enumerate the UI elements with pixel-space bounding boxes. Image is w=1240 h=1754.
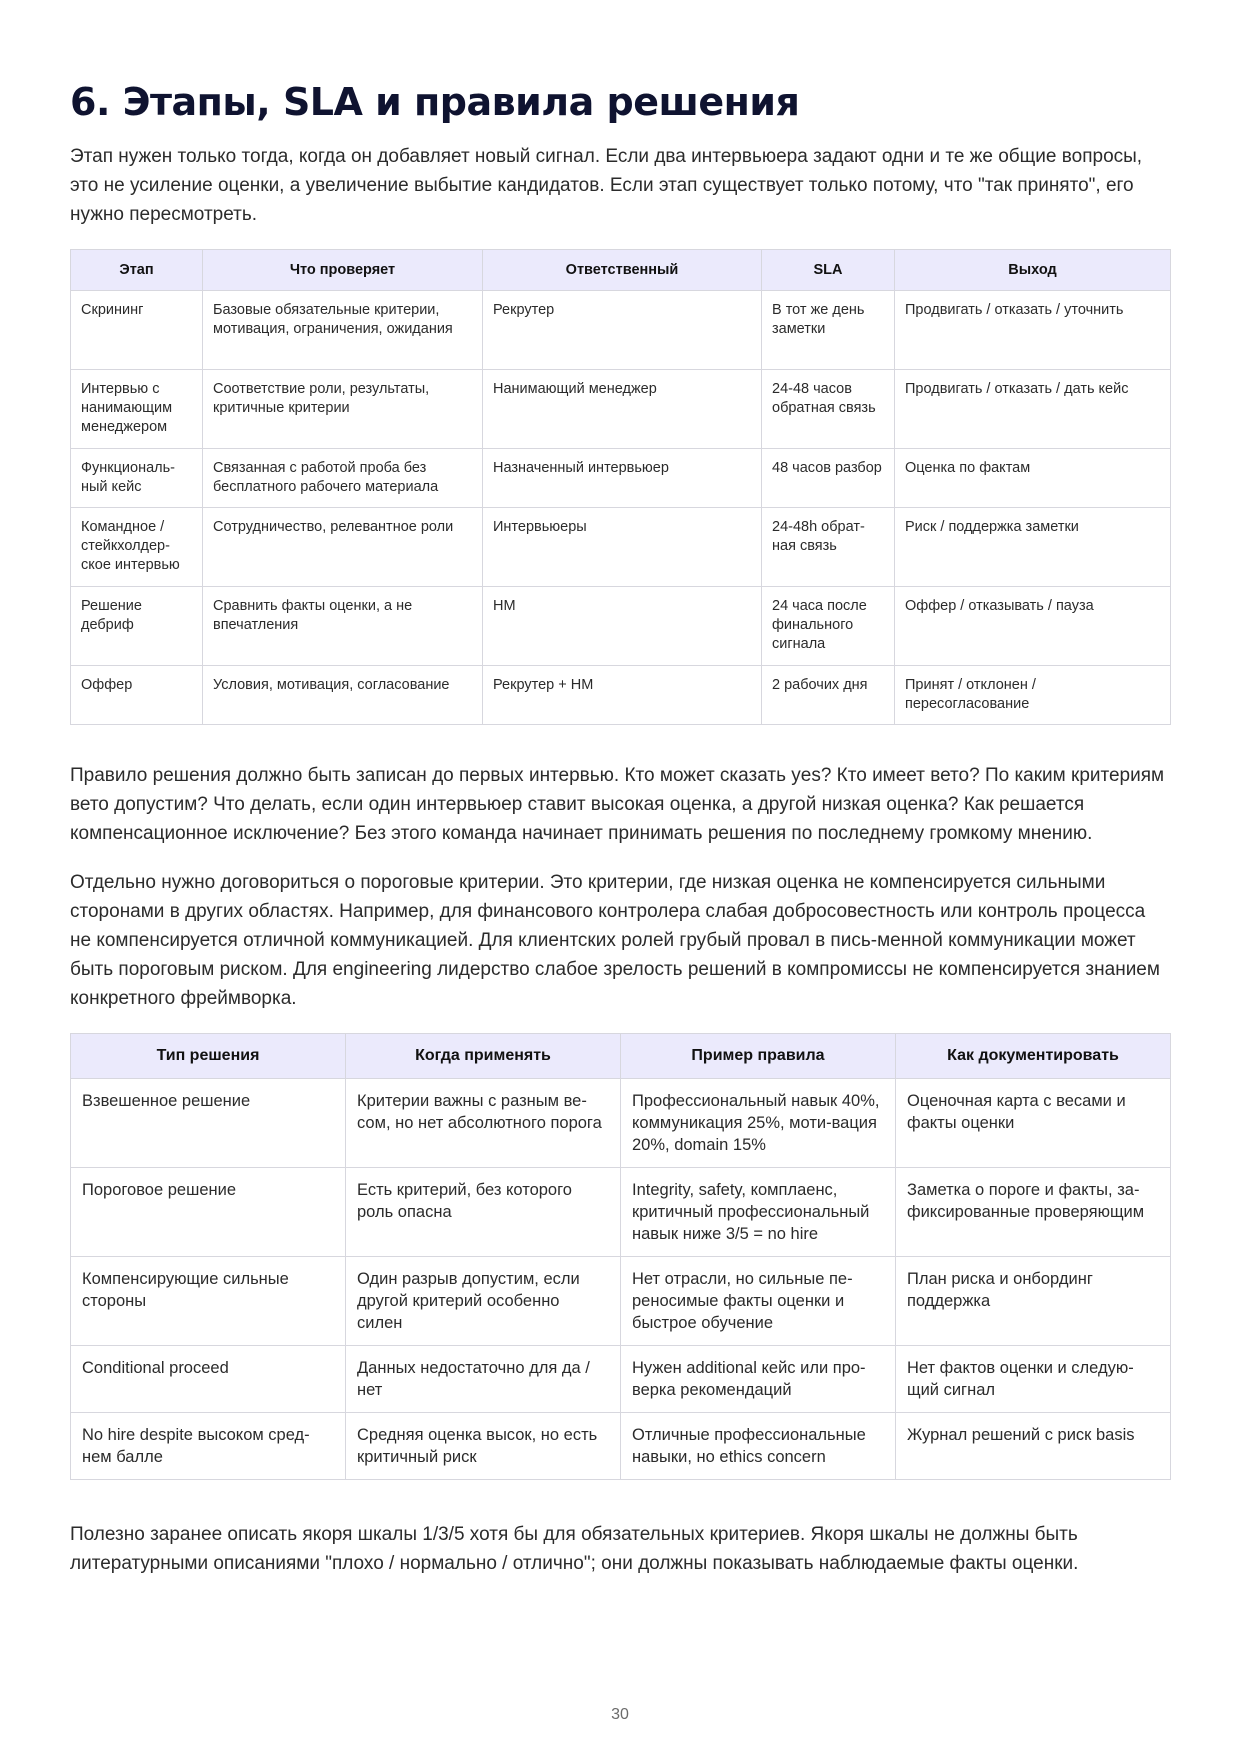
table-cell: 24-48 часов обратная связь <box>762 370 895 449</box>
table-cell: Рекрутер <box>483 291 762 370</box>
table-cell: Скрининг <box>71 291 203 370</box>
table-cell: Профессиональный навык 40%, коммуникация 25%, моти-вация 20%, domain 15% <box>621 1079 896 1168</box>
table-cell: План риска и онбординг поддержка <box>896 1257 1171 1346</box>
table-row <box>71 508 1171 587</box>
table-cell: Функциональ-ный кейс <box>71 449 203 508</box>
table-cell: 24-48h обрат-ная связь <box>762 508 895 587</box>
table-cell: Оффер / отказывать / пауза <box>895 587 1171 666</box>
table-header-row <box>71 1034 1171 1079</box>
table-cell: Риск / поддержка заметки <box>895 508 1171 587</box>
header-how-document: Как документировать <box>896 1034 1171 1079</box>
table-cell: Нужен additional кейс или про-верка рекомендаций <box>621 1346 896 1413</box>
table-cell: Оценочная карта с весами и факты оценки <box>896 1079 1171 1168</box>
header-rule-example: Пример правила <box>621 1034 896 1079</box>
table-cell: HM <box>483 587 762 666</box>
table-cell: 48 часов разбор <box>762 449 895 508</box>
table-cell: Взвешенное решение <box>71 1079 346 1168</box>
table-cell: Интервью с нанимающим менеджером <box>71 370 203 449</box>
table-row <box>71 1346 1171 1413</box>
table-row <box>71 1413 1171 1480</box>
table-cell: Назначенный интервьюер <box>483 449 762 508</box>
table-header-row <box>71 250 1171 291</box>
table-cell: Соответствие роли, результаты, критичные критерии <box>203 370 483 449</box>
table-row <box>71 1168 1171 1257</box>
table-cell: Пороговое решение <box>71 1168 346 1257</box>
table-row <box>71 666 1171 725</box>
header-decision-type: Тип решения <box>71 1034 346 1079</box>
table-cell: Критерии важны с разным ве-сом, но нет абсолютного порога <box>346 1079 621 1168</box>
table-row <box>71 449 1171 508</box>
table-cell: Решение дебриф <box>71 587 203 666</box>
table-cell: Условия, мотивация, согласование <box>203 666 483 725</box>
stages-table <box>70 249 1171 725</box>
table-row <box>71 587 1171 666</box>
table-cell: Отличные профессиональные навыки, но ethics concern <box>621 1413 896 1480</box>
table-cell: 2 рабочих дня <box>762 666 895 725</box>
table-cell: Оценка по фактам <box>895 449 1171 508</box>
intro-paragraph: Этап нужен только тогда, когда он добавляет новый сигнал. Если два интервьюера задают одни и те же общие вопросы, это не усиление оценки, а увеличение выбытие кандидатов. Если этап существует только потому, что "так принято", его нужно пересмотреть. <box>70 146 1143 225</box>
table-cell: Рекрутер + HM <box>483 666 762 725</box>
header-sla: SLA <box>762 250 895 291</box>
decision-types-table <box>70 1033 1171 1480</box>
table-cell: Нет фактов оценки и следую-щий сигнал <box>896 1346 1171 1413</box>
table-cell: Нанимающий менеджер <box>483 370 762 449</box>
table-cell: Базовые обязательные критерии, мотивация, ограничения, ожидания <box>203 291 483 370</box>
header-stage: Этап <box>71 250 203 291</box>
page-title: 6. Этапы, SLA и правила решения <box>70 80 800 124</box>
table-cell: Нет отрасли, но сильные пе-реносимые факты оценки и быстрое обучение <box>621 1257 896 1346</box>
table-cell: Связанная с работой проба без бесплатного рабочего материала <box>203 449 483 508</box>
table-cell: Данных недостаточно для да / нет <box>346 1346 621 1413</box>
anchors-paragraph: Полезно заранее описать якоря шкалы 1/3/5 хотя бы для обязательных критериев. Якоря шкалы не должны быть литературными описаниями "плохо / нормально / отлично"; они должны показывать наблюдаемые факты оценки. <box>70 1524 1079 1574</box>
table-row <box>71 1079 1171 1168</box>
table-cell: Оффер <box>71 666 203 725</box>
table-cell: Принят / отклонен / пересогласование <box>895 666 1171 725</box>
header-owner: Ответственный <box>483 250 762 291</box>
table-cell: Один разрыв допустим, если другой критерий особенно силен <box>346 1257 621 1346</box>
table-cell: No hire despite высоком сред-нем балле <box>71 1413 346 1480</box>
decision-rule-paragraph: Правило решения должно быть записан до первых интервью. Кто может сказать yes? Кто имеет вето? По каким критериям вето допустим? Что делать, если один интервьюер ставит высокая оценка, а другой низкая оценка? Как решается компенсационное исключение? Без этого команда начинает принимать решения по последнему громкому мнению. <box>70 765 1165 844</box>
table-cell: Интервьюеры <box>483 508 762 587</box>
header-when-apply: Когда применять <box>346 1034 621 1079</box>
page-content <box>70 80 1170 1598</box>
header-output: Выход <box>895 250 1171 291</box>
page-number: 30 <box>611 1706 629 1723</box>
table-row <box>71 291 1171 370</box>
table-row <box>71 370 1171 449</box>
table-cell: Средняя оценка высок, но есть критичный риск <box>346 1413 621 1480</box>
table-cell: Conditional proceed <box>71 1346 346 1413</box>
table-cell: 24 часа после финального сигнала <box>762 587 895 666</box>
header-checks: Что проверяет <box>203 250 483 291</box>
threshold-paragraph: Отдельно нужно договориться о пороговые критерии. Это критерии, где низкая оценка не компенсируется сильными сторонами в других областях. Например, для финансового контролера слабая добросовестность или контроль процесса не компенсируется отличной коммуникацией. Для клиентских ролей грубый провал в пись-менной коммуникации может быть пороговым риском. Для engineering лидерство слабое зрелость решений в компромиссы не компенсируется знанием конкретного фреймворка. <box>70 872 1160 1009</box>
table-cell: Сотрудничество, релевантное роли <box>203 508 483 587</box>
table-cell: В тот же день заметки <box>762 291 895 370</box>
table-cell: Сравнить факты оценки, а не впечатления <box>203 587 483 666</box>
table-cell: Продвигать / отказать / дать кейс <box>895 370 1171 449</box>
table-cell: Есть критерий, без которого роль опасна <box>346 1168 621 1257</box>
table-cell: Integrity, safety, комплаенс, критичный профессиональный навык ниже 3/5 = no hire <box>621 1168 896 1257</box>
table-cell: Заметка о пороге и факты, за-фиксированные проверяющим <box>896 1168 1171 1257</box>
table-cell: Журнал решений с риск basis <box>896 1413 1171 1480</box>
table-cell: Командное / стейкхолдер-ское интервью <box>71 508 203 587</box>
table-row <box>71 1257 1171 1346</box>
table-cell: Продвигать / отказать / уточнить <box>895 291 1171 370</box>
table-cell: Компенсирующие сильные стороны <box>71 1257 346 1346</box>
